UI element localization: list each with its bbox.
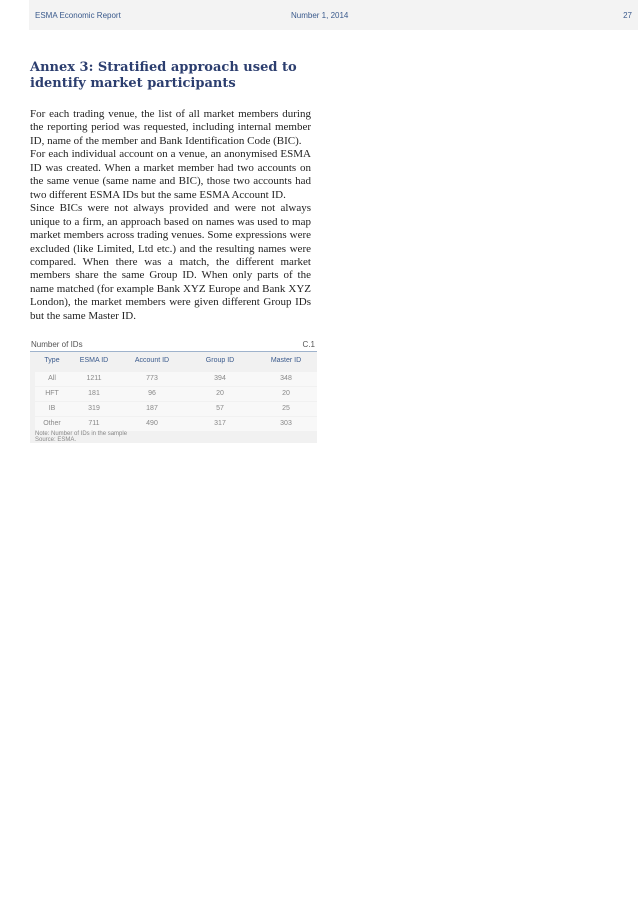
table-cell: 20: [216, 390, 224, 397]
table-cell: 319: [88, 405, 100, 412]
table-cell: 187: [146, 405, 158, 412]
table-cell: 773: [146, 375, 158, 382]
table-cell: 711: [88, 420, 100, 427]
table-cell: 1211: [86, 375, 102, 382]
table-code: C.1: [302, 340, 315, 349]
ids-table: [30, 339, 317, 443]
table-body: [30, 352, 317, 443]
column-header: ESMA ID: [79, 357, 109, 364]
table-cell: 394: [214, 375, 226, 382]
table-note: Note: Number of IDs in the sample: [35, 431, 128, 437]
annex-title: Annex 3: Stratified approach used to identify market participants: [30, 60, 297, 91]
table-row: [35, 387, 317, 401]
column-header: Master ID: [270, 357, 302, 364]
paragraph: For each trading venue, the list of all market members during the reporting period was requested, including internal member ID, name of the member and Bank Identification Code (BIC).: [30, 108, 311, 147]
table-cell: 490: [146, 420, 158, 427]
issue-number: Number 1, 2014: [291, 11, 349, 20]
table-cell: 348: [280, 375, 292, 382]
paragraph: For each individual account on a venue, an anonymised ESMA ID was created. When a market member had two accounts on the same venue (same name and BIC), those two accounts had two different ESMA IDs but the same ESMA Account ID.: [30, 148, 311, 201]
table-cell: 96: [148, 390, 156, 397]
table-cell: IB: [48, 405, 56, 412]
table-cell: 25: [282, 405, 290, 412]
table-cell: 20: [282, 390, 290, 397]
table-cell: 317: [214, 420, 226, 427]
paragraph: Since BICs were not always provided and were not always unique to a firm, an approach based on names was used to map market members across trading venues. Some expressions were excluded (like Limited, Ltd etc.) and the resulting names were compared. When there was a match, the different market members share the same Group ID. When only parts of the name matched (for example Bank XYZ Europe and Bank XYZ London), the market members were given different Group IDs but the same Master ID.: [30, 202, 311, 322]
table-source: Source: ESMA.: [35, 437, 77, 443]
table-header: [30, 339, 317, 352]
table-cell: 57: [216, 405, 224, 412]
column-header-row: [35, 354, 317, 368]
table-row: [35, 402, 317, 416]
table-cell: 303: [280, 420, 292, 427]
table-cell: 181: [88, 390, 100, 397]
column-header: Account ID: [134, 357, 170, 364]
table-cell: HFT: [45, 390, 59, 397]
table-cell: Other: [43, 420, 61, 427]
table-row: [35, 372, 317, 386]
table-title: Number of IDs: [31, 340, 83, 349]
body-text: [30, 108, 311, 323]
column-header: Type: [44, 357, 60, 364]
page-number: 27: [623, 11, 632, 20]
column-header: Group ID: [205, 357, 235, 364]
report-title: ESMA Economic Report: [35, 11, 121, 20]
table-row: [35, 417, 317, 431]
table-cell: All: [48, 375, 56, 382]
page-header: [29, 0, 638, 30]
